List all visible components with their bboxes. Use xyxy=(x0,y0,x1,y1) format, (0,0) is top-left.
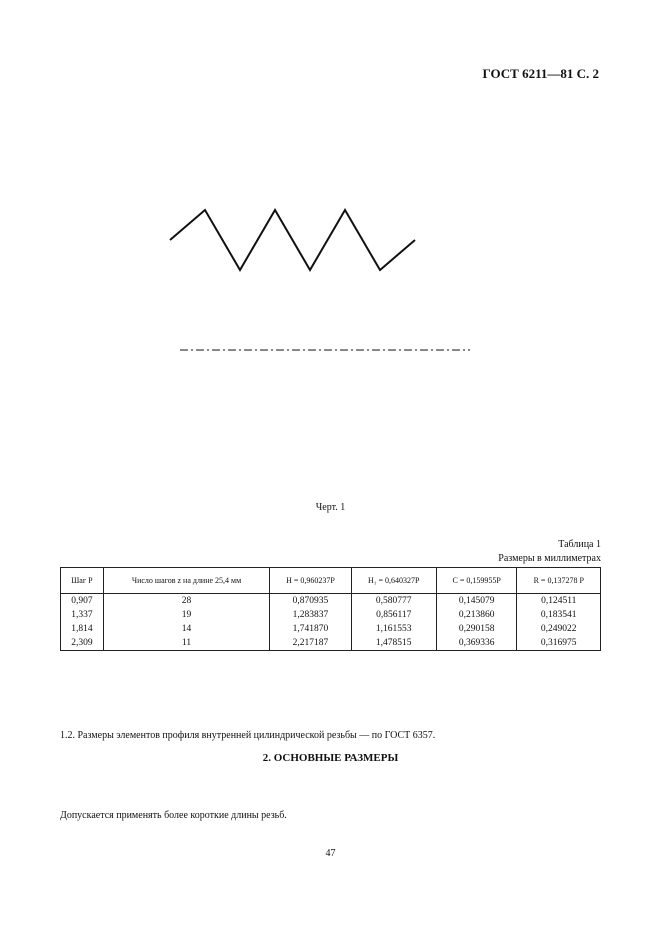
page-header: ГОСТ 6211—81 С. 2 xyxy=(482,66,599,81)
table-cell: 0,580777 xyxy=(351,594,436,609)
table-cell: 0,145079 xyxy=(436,594,517,609)
table-cell: 0,249022 xyxy=(517,622,601,636)
table-row xyxy=(61,594,601,609)
page-number: 47 xyxy=(325,848,336,859)
table-cell: 19 xyxy=(103,608,270,622)
table-cell: 1,283837 xyxy=(270,608,351,622)
figure-label: Черт. 1 xyxy=(315,502,346,513)
table-row xyxy=(61,608,601,622)
col-header: H = 0,960237P xyxy=(270,568,351,594)
paragraph-1-2: 1.2. Размеры элементов профиля внутренней цилиндрической резьбы — по ГОСТ 6357. xyxy=(60,730,436,741)
col-header: Шаг P xyxy=(61,568,104,594)
table-cell: 1,814 xyxy=(61,622,104,636)
table-header-row xyxy=(61,568,601,594)
table-title xyxy=(498,538,601,566)
table-cell: 1,741870 xyxy=(270,622,351,636)
table-number: Таблица 1 xyxy=(558,539,601,550)
table-cell: 1,337 xyxy=(61,608,104,622)
table-row xyxy=(61,636,601,651)
dimensions-table xyxy=(60,567,601,651)
col-header: R = 0,137278 P xyxy=(517,568,601,594)
table-cell: 0,124511 xyxy=(517,594,601,609)
table-cell: 0,183541 xyxy=(517,608,601,622)
table-cell: 28 xyxy=(103,594,270,609)
table-cell: 0,870935 xyxy=(270,594,351,609)
table-cell: 0,856117 xyxy=(351,608,436,622)
table-cell: 2,217187 xyxy=(270,636,351,651)
table-row xyxy=(61,622,601,636)
table-cell: 1,478515 xyxy=(351,636,436,651)
section-title: 2. ОСНОВНЫЕ РАЗМЕРЫ xyxy=(262,752,399,764)
table-cell: 11 xyxy=(103,636,270,651)
paragraph-last: Допускается применять более короткие длины резьб. xyxy=(60,810,287,821)
thread-profile-drawing xyxy=(160,100,490,370)
table-cell: 0,213860 xyxy=(436,608,517,622)
col-header: H₁ = 0,640327P xyxy=(351,568,436,594)
col-header: Число шагов z на длине 25,4 мм xyxy=(103,568,270,594)
table-cell: 2,309 xyxy=(61,636,104,651)
col-header: C = 0,159955P xyxy=(436,568,517,594)
table-cell: 0,907 xyxy=(61,594,104,609)
table-cell: 14 xyxy=(103,622,270,636)
table-cell: 0,290158 xyxy=(436,622,517,636)
table-cell: 1,161553 xyxy=(351,622,436,636)
table-cell: 0,316975 xyxy=(517,636,601,651)
table-units: Размеры в миллиметрах xyxy=(498,553,601,564)
table-cell: 0,369336 xyxy=(436,636,517,651)
